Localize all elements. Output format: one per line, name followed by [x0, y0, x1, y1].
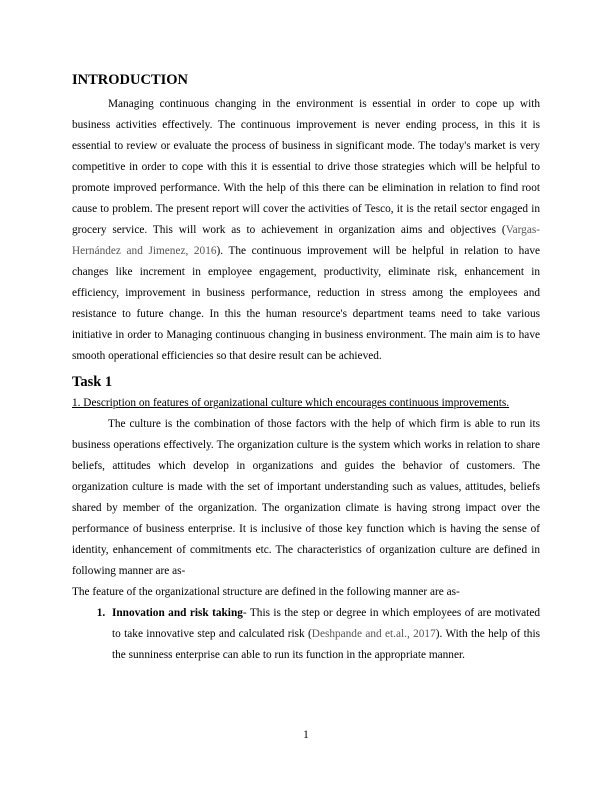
document-page — [72, 70, 540, 666]
list-item: 1. Innovation and risk taking- This is the step or degree in which employees of are motivated to take innovative step and calculated risk (Deshpande and et.al., 2017). With the help of this the sunniness enterprise can able to run its function in the appropriate manner. — [108, 603, 540, 666]
citation: Vargas-Hernández and Jimenez, 2016 — [72, 224, 540, 257]
culture-paragraph: The culture is the combination of those factors with the help of which firm is able to run its business operations effectively. The organization culture is the system which works in relation to share beliefs, attitudes which develop in organizations and guides the behavior of customers. The organization culture is made with the set of important understanding such as values, attitudes, beliefs shared by member of the organization. The organization climate is having strong impact over the performance of business enterprise. It is inclusive of those key function which is having the sense of identity, enhancement of commitments etc. The characteristics of organization culture are defined in following manner are as- — [72, 418, 540, 577]
task-heading: Task 1 — [72, 374, 113, 390]
citation: Deshpande and et.al., 2017 — [311, 628, 436, 640]
introduction-heading: INTRODUCTION — [72, 72, 189, 88]
introduction-paragraph: Managing continuous changing in the environment is essential in order to cope up with business activities effectively. The continuous improvement is never ending process, in this it is essential to review or evaluate the process of business in significant mode. The today's market is very competitive in order to cope with this it is essential to drive those strategies which will be helpful to promote improved performance. With the help of this there can be elimination in relation to find root cause to problem. The present report will cover the activities of Tesco, it is the retail sector engaged in grocery service. This will work as to achievement in organization aims and objectives (Vargas-Hernández and Jimenez, 2016). The continuous improvement will be helpful in relation to have changes like increment in employee engagement, productivity, eliminate risk, enhancement in efficiency, improvement in business performance, reduction in stress among the employees and resistance to future change. In this the human resource's department teams need to take various initiative in order to Managing continuous changing in business environment. The main aim is to have smooth operational efficiencies so that desire result can be achieved. — [72, 98, 540, 362]
feature-intro-paragraph: The feature of the organizational structure are defined in the following manner are as- — [72, 586, 460, 598]
task-subheading: 1. Description on features of organizational culture which encourages continuous improvements. — [72, 397, 510, 409]
list-item-term: Innovation and risk taking — [112, 607, 243, 619]
page-number: 1 — [303, 729, 309, 741]
feature-list — [72, 603, 540, 666]
